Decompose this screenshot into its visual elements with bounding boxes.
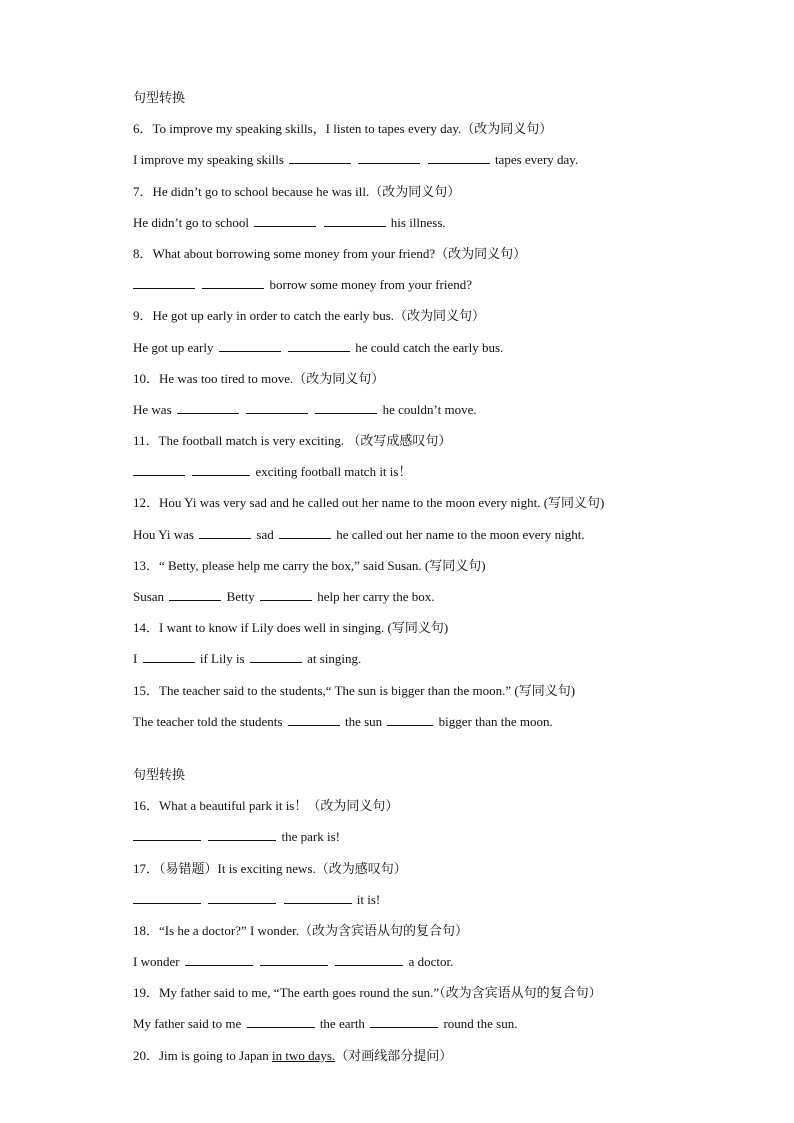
answer-blank[interactable] [246,401,308,414]
answer-blank[interactable] [288,713,340,726]
question-15: 15．The teacher said to the students,“ The sun is bigger than the moon.” (写同义句) [133,682,576,698]
answer-blank[interactable] [202,276,264,289]
answer-9: He got up early he could catch the early bus. [133,339,504,355]
answer-blank[interactable] [219,339,281,352]
answer-14: I if Lily is at singing. [133,651,362,667]
question-18: 18．“Is he a doctor?” I wonder.（改为含宾语从句的复合句） [133,922,469,938]
answer-blank[interactable] [133,891,201,904]
answer-13: Susan Betty help her carry the box. [133,589,435,604]
answer-blank[interactable] [335,953,403,966]
answer-blank[interactable] [358,151,420,164]
answer-blank[interactable] [284,891,352,904]
question-17: 17．（易错题）It is exciting news.（改为感叹句） [133,860,407,876]
question-13: 13．“ Betty, please help me carry the box,” said Susan. (写同义句) [133,557,486,573]
answer-blank[interactable] [260,953,328,966]
question-8: 8．What about borrowing some money from your friend?（改为同义句） [133,245,527,261]
answer-blank[interactable] [324,214,386,227]
section-title: 句型转换 [133,766,186,782]
answer-blank[interactable] [260,588,312,601]
answer-blank[interactable] [288,339,350,352]
answer-blank[interactable] [133,463,185,476]
answer-blank[interactable] [185,953,253,966]
question-14: 14．I want to know if Lily does well in singing. (写同义句) [133,620,449,636]
answer-blank[interactable] [315,401,377,414]
answer-10: He was he couldn’t move. [133,401,477,417]
underlined-phrase: in two days. [272,1047,336,1063]
answer-blank[interactable] [289,151,351,164]
question-10: 10．He was too tired to move.（改为同义句） [133,370,385,386]
answer-8: borrow some money from your friend? [133,269,753,300]
section-gap [133,737,753,759]
question-12: 12．Hou Yi was very sad and he called out her name to the moon every night. (写同义句) [133,495,605,511]
answer-blank[interactable] [208,891,276,904]
question-9: 9．He got up early in order to catch the early bus.（改为同义句） [133,308,485,324]
question-11: 11．The football match is very exciting. （改写成感叹句） [133,433,452,449]
answer-18: I wonder a doctor. [133,954,454,970]
answer-6: I improve my speaking skills tapes every day. [133,152,579,168]
answer-blank[interactable] [387,713,433,726]
question-6: 6．To improve my speaking skills，I listen to tapes every day.（改为同义句） [133,121,553,137]
answer-16: the park is! [133,821,753,852]
answer-blank[interactable] [279,526,331,539]
question-7: 7．He didn’t go to school because he was ill.（改为同义句） [133,183,461,199]
answer-blank[interactable] [133,276,195,289]
answer-blank[interactable] [192,463,250,476]
answer-15: The teacher told the students the sun bigger than the moon. [133,713,553,729]
answer-blank[interactable] [177,401,239,414]
answer-blank[interactable] [370,1015,438,1028]
answer-blank[interactable] [143,650,195,663]
section-title: 句型转换 [133,90,186,105]
answer-blank[interactable] [208,828,276,841]
answer-blank[interactable] [169,588,221,601]
answer-blank[interactable] [254,214,316,227]
answer-11: exciting football match it is！ [133,456,753,487]
answer-19: My father said to me the earth round the sun. [133,1016,518,1032]
answer-17: it is! [133,884,753,915]
answer-blank[interactable] [247,1015,315,1028]
answer-12: Hou Yi was sad he called out her name to the moon every night. [133,526,585,542]
worksheet [133,82,753,1071]
question-16: 16．What a beautiful park it is！（改为同义句） [133,798,399,814]
question-19: 19．My father said to me, “The earth goes round the sun.”（改为含宾语从句的复合句） [133,985,602,1001]
question-20: 20．Jim is going to Japan in two days.（对画线部分提问） [133,1047,453,1063]
answer-7: He didn’t go to school his illness. [133,214,446,230]
answer-blank[interactable] [250,650,302,663]
answer-blank[interactable] [133,828,201,841]
answer-blank[interactable] [428,151,490,164]
answer-blank[interactable] [199,526,251,539]
